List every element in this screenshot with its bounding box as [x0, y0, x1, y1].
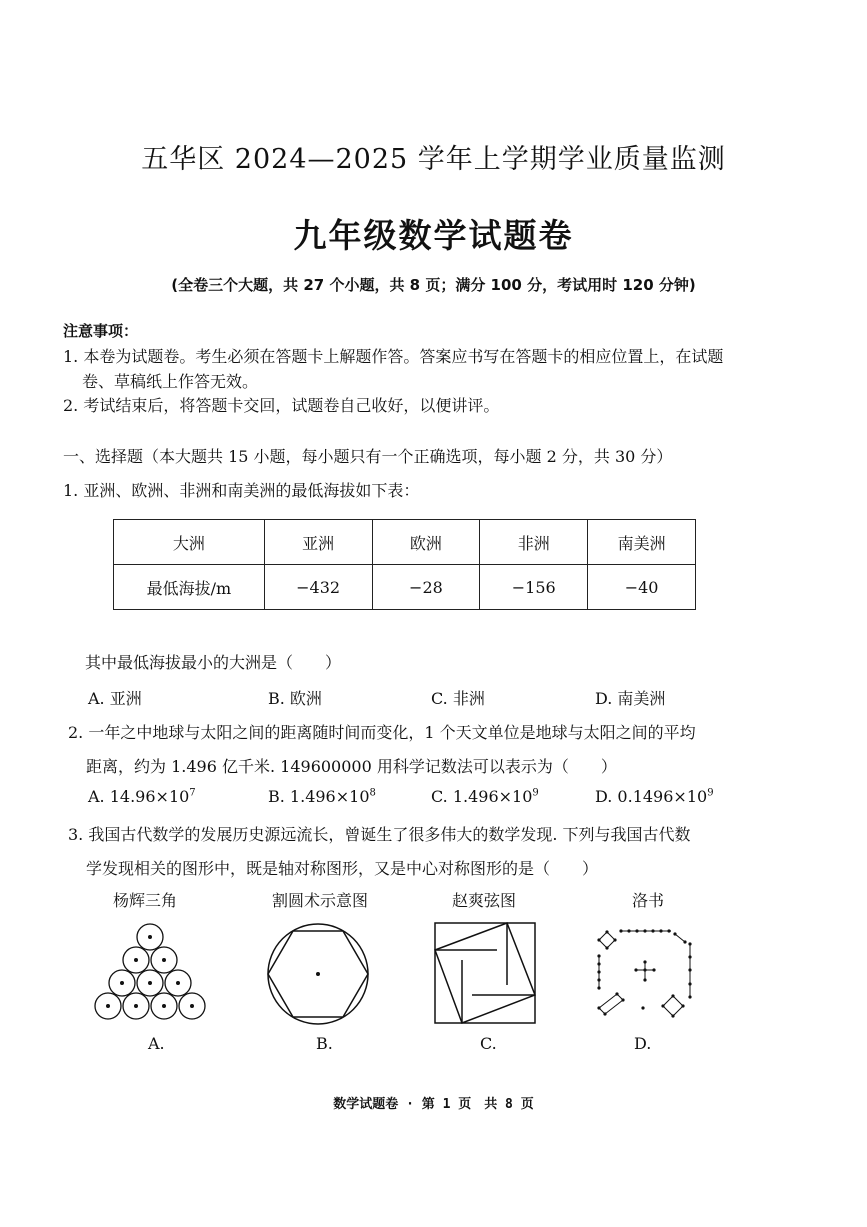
yanghui-triangle-icon[interactable] — [90, 915, 220, 1025]
zhaoshuang-square-icon[interactable] — [434, 922, 536, 1024]
table-cell: 亚洲 — [264, 520, 372, 565]
table-cell: 非洲 — [480, 520, 588, 565]
table-row — [114, 520, 696, 565]
q3-stem-line2: 学发现相关的图形中，既是轴对称图形，又是中心对称图形的是（ ） — [86, 859, 599, 878]
table-cell: 最低海拔/m — [114, 565, 265, 610]
q2-option-c[interactable]: C. $1.496\times 10^9$ — [431, 787, 539, 806]
table-row — [114, 565, 696, 610]
figure-c-caption: 赵爽弦图 — [452, 891, 517, 910]
figure-d-letter[interactable]: D. — [634, 1034, 652, 1053]
q1-option-a[interactable]: A. 亚洲 — [88, 689, 142, 708]
page-footer: 数学试题卷 · 第 1 页 共 8 页 — [333, 1097, 534, 1112]
exam-subtitle: (全卷三个大题，共 27 个小题，共 8 页；满分 100 分，考试用时 120 分钟) — [171, 276, 696, 294]
q1-question: 其中最低海拔最小的大洲是（ ） — [85, 653, 342, 672]
figure-a-caption: 杨辉三角 — [113, 891, 178, 910]
figure-b-caption: 割圆术示意图 — [272, 891, 369, 910]
q1-option-c[interactable]: C. 非洲 — [431, 689, 485, 708]
q2-option-b[interactable]: B. $1.496\times 10^8$ — [268, 787, 376, 806]
notes-title: 注意事项： — [63, 322, 139, 340]
q3-stem-line1: 3. 我国古代数学的发展历史源远流长，曾诞生了很多伟大的数学发现. 下列与我国古代数 — [68, 825, 691, 844]
figure-d-caption: 洛书 — [632, 891, 665, 910]
figure-b-letter[interactable]: B. — [316, 1034, 333, 1053]
figure-a-letter[interactable]: A. — [148, 1034, 165, 1053]
q1-stem: 1. 亚洲、欧洲、非洲和南美洲的最低海拔如下表： — [63, 481, 420, 500]
table-cell: 南美洲 — [588, 520, 696, 565]
note-item-2: 2. 考试结束后，将答题卡交回，试题卷自己收好，以便讲评。 — [63, 396, 500, 415]
table-cell: 欧洲 — [372, 520, 480, 565]
luoshu-icon[interactable] — [593, 922, 698, 1022]
elevation-table — [113, 519, 696, 610]
table-cell: −156 — [480, 565, 588, 610]
table-cell: −432 — [264, 565, 372, 610]
table-cell: −40 — [588, 565, 696, 610]
exam-title: 五华区 2024—2025 学年上学期学业质量监测 — [141, 144, 726, 175]
section-heading: 一、选择题（本大题共 15 小题，每小题只有一个正确选项，每小题 2 分，共 30 分） — [63, 447, 673, 466]
q2-stem-line2: 距离，约为 1.496 亿千米. 149600000 用科学记数法可以表示为（ ） — [86, 757, 617, 776]
table-cell: 大洲 — [114, 520, 265, 565]
note-item-1-cont: 卷、草稿纸上作答无效。 — [82, 372, 259, 391]
paper-title: 九年级数学试题卷 — [293, 216, 574, 255]
q1-option-b[interactable]: B. 欧洲 — [268, 689, 322, 708]
q2-option-d[interactable]: D. $0.1496\times 10^9$ — [595, 787, 714, 806]
figure-c-letter[interactable]: C. — [480, 1034, 497, 1053]
table-cell: −28 — [372, 565, 480, 610]
q2-option-a[interactable]: A. $14.96\times 10^7$ — [88, 787, 196, 806]
q1-option-d[interactable]: D. 南美洲 — [595, 689, 666, 708]
circle-hexagon-icon[interactable] — [266, 922, 370, 1026]
note-item-1: 1. 本卷为试题卷。考生必须在答题卡上解题作答。答案应书写在答题卡的相应位置上，在试题 — [63, 347, 724, 366]
q2-stem-line1: 2. 一年之中地球与太阳之间的距离随时间而变化，1 个天文单位是地球与太阳之间的平均 — [68, 723, 696, 742]
